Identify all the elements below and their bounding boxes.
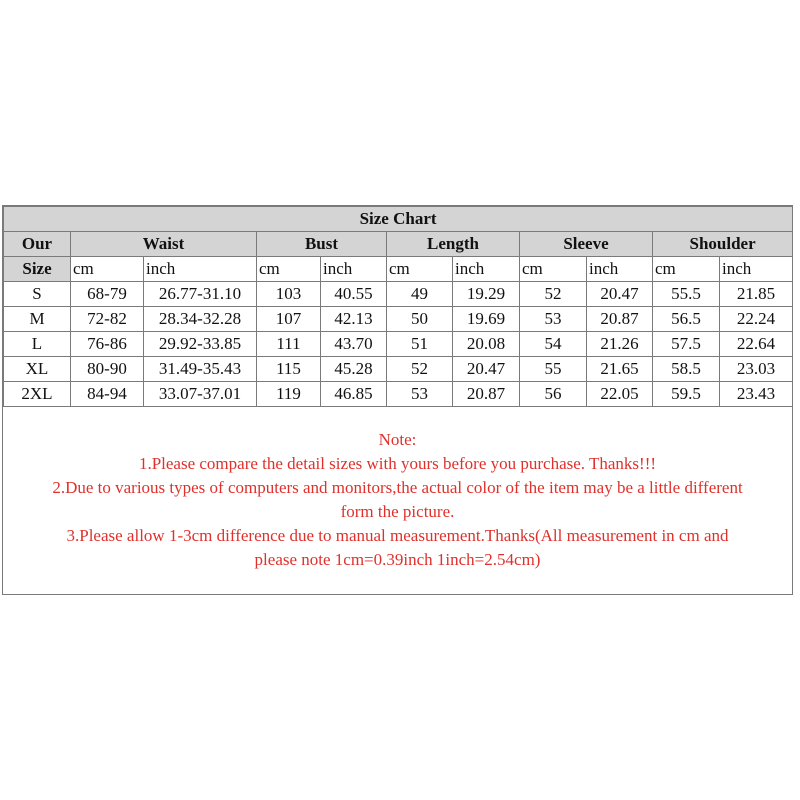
table-cell: 55 <box>520 357 587 382</box>
table-cell: 68-79 <box>71 282 144 307</box>
size-column-header: Our <box>4 232 71 257</box>
note-heading: Note: <box>378 430 417 449</box>
unit-label: inch <box>587 257 653 282</box>
unit-label: cm <box>387 257 453 282</box>
size-chart-frame <box>2 205 793 595</box>
table-cell: 28.34-32.28 <box>144 307 257 332</box>
table-cell: 76-86 <box>71 332 144 357</box>
unit-label: inch <box>720 257 793 282</box>
table-cell: 20.47 <box>453 357 520 382</box>
table-cell: 84-94 <box>71 382 144 407</box>
table-cell: 56 <box>520 382 587 407</box>
table-cell: 19.29 <box>453 282 520 307</box>
table-row <box>4 357 793 382</box>
table-cell: 42.13 <box>321 307 387 332</box>
table-cell: 20.47 <box>587 282 653 307</box>
table-cell: 72-82 <box>71 307 144 332</box>
table-cell: 26.77-31.10 <box>144 282 257 307</box>
table-cell: 103 <box>257 282 321 307</box>
table-cell: 45.28 <box>321 357 387 382</box>
unit-label: cm <box>71 257 144 282</box>
table-cell: 80-90 <box>71 357 144 382</box>
length-header: Length <box>387 232 520 257</box>
table-cell: 53 <box>387 382 453 407</box>
table-cell: 46.85 <box>321 382 387 407</box>
table-cell: 51 <box>387 332 453 357</box>
table-cell: 115 <box>257 357 321 382</box>
table-cell: 57.5 <box>653 332 720 357</box>
table-cell: 52 <box>387 357 453 382</box>
table-cell: 19.69 <box>453 307 520 332</box>
table-cell: 22.05 <box>587 382 653 407</box>
table-cell: 21.26 <box>587 332 653 357</box>
table-cell: 31.49-35.43 <box>144 357 257 382</box>
note-line-2a: 2.Due to various types of computers and monitors,the actual color of the item may be a little different <box>52 478 743 497</box>
size-column-header-2: Size <box>4 257 71 282</box>
unit-label: inch <box>321 257 387 282</box>
size-cell: M <box>4 307 71 332</box>
table-title: Size Chart <box>4 207 793 232</box>
table-row <box>4 332 793 357</box>
table-cell: 40.55 <box>321 282 387 307</box>
table-cell: 111 <box>257 332 321 357</box>
unit-label: inch <box>453 257 520 282</box>
note-line-1: 1.Please compare the detail sizes with yours before you purchase. Thanks!!! <box>138 454 657 473</box>
note-line-3b: please note 1cm=0.39inch 1inch=2.54cm) <box>254 550 541 569</box>
table-cell: 23.43 <box>720 382 793 407</box>
table-cell: 107 <box>257 307 321 332</box>
size-chart-table <box>3 206 793 407</box>
waist-header: Waist <box>71 232 257 257</box>
table-row <box>4 307 793 332</box>
table-cell: 50 <box>387 307 453 332</box>
size-cell: 2XL <box>4 382 71 407</box>
unit-label: cm <box>520 257 587 282</box>
size-cell: L <box>4 332 71 357</box>
table-cell: 119 <box>257 382 321 407</box>
table-cell: 22.24 <box>720 307 793 332</box>
note-block <box>3 428 792 572</box>
table-row <box>4 382 793 407</box>
table-cell: 58.5 <box>653 357 720 382</box>
table-cell: 23.03 <box>720 357 793 382</box>
shoulder-header: Shoulder <box>653 232 793 257</box>
table-cell: 53 <box>520 307 587 332</box>
table-cell: 20.08 <box>453 332 520 357</box>
bust-header: Bust <box>257 232 387 257</box>
table-cell: 43.70 <box>321 332 387 357</box>
table-cell: 49 <box>387 282 453 307</box>
table-cell: 55.5 <box>653 282 720 307</box>
unit-label: cm <box>257 257 321 282</box>
table-cell: 29.92-33.85 <box>144 332 257 357</box>
table-row <box>4 282 793 307</box>
unit-label: inch <box>144 257 257 282</box>
size-cell: S <box>4 282 71 307</box>
unit-label: cm <box>653 257 720 282</box>
table-cell: 54 <box>520 332 587 357</box>
table-cell: 22.64 <box>720 332 793 357</box>
table-cell: 21.85 <box>720 282 793 307</box>
table-cell: 20.87 <box>453 382 520 407</box>
sleeve-header: Sleeve <box>520 232 653 257</box>
table-cell: 52 <box>520 282 587 307</box>
table-cell: 20.87 <box>587 307 653 332</box>
table-cell: 59.5 <box>653 382 720 407</box>
size-cell: XL <box>4 357 71 382</box>
note-line-3a: 3.Please allow 1-3cm difference due to manual measurement.Thanks(All measurement in cm and <box>66 526 729 545</box>
table-cell: 56.5 <box>653 307 720 332</box>
table-cell: 21.65 <box>587 357 653 382</box>
table-cell: 33.07-37.01 <box>144 382 257 407</box>
note-line-2b: form the picture. <box>340 502 455 521</box>
